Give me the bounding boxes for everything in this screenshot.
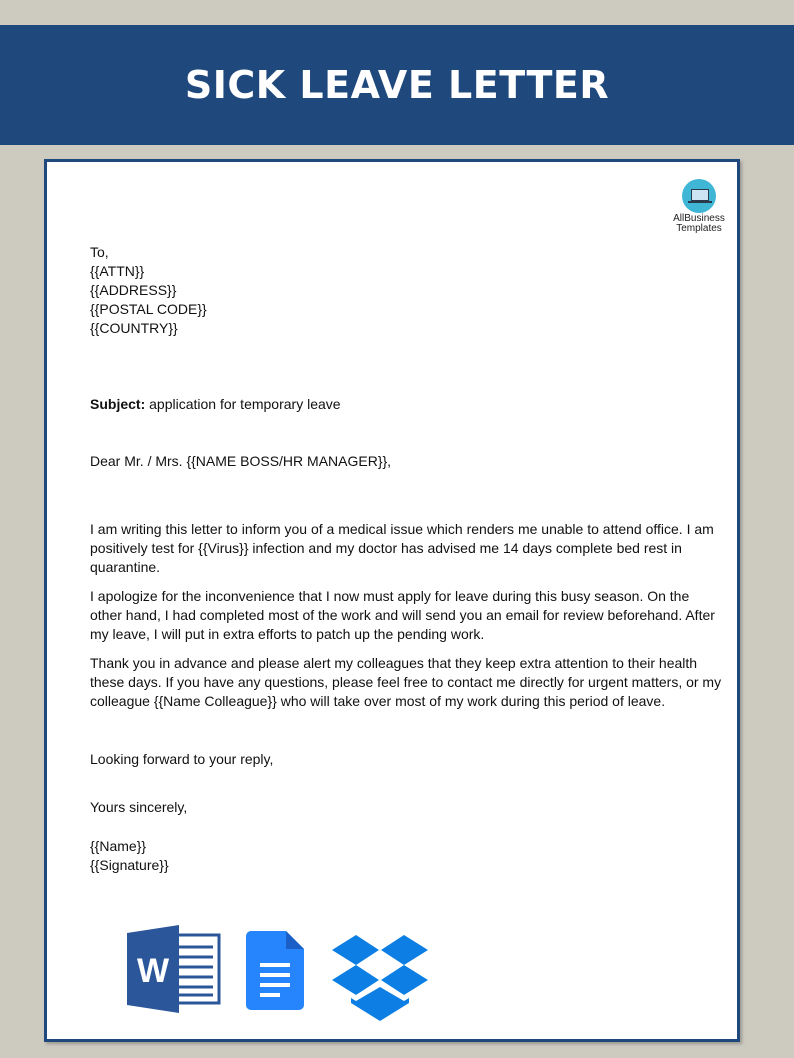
signature-placeholder: {{Signature}} — [90, 857, 169, 873]
dropbox-icon[interactable] — [332, 933, 428, 1021]
address-line: {{POSTAL CODE}} — [90, 301, 207, 317]
body-paragraph: Thank you in advance and please alert my colleagues that they keep extra attention to their health these days. If you have any questions, please feel free to contact me directly for urgent matters, or my colleague {{Name Colleague}} who will take over most of my work during this period of leave. — [90, 655, 722, 709]
address-line: {{ATTN}} — [90, 263, 145, 279]
subject-label: Subject: — [90, 396, 146, 412]
signoff: Yours sincerely, — [90, 799, 188, 815]
logo-line2: Templates — [676, 223, 722, 234]
body-paragraph: I am writing this letter to inform you of a medical issue which renders me unable to attend office. I am positively test for {{Virus}} infection and my doctor has advised me 14 days complete bed rest in quarantine. — [90, 521, 714, 575]
allbusiness-logo — [669, 179, 729, 234]
word-icon[interactable] — [127, 925, 221, 1013]
letter-page — [44, 159, 740, 1042]
subject-text: application for temporary leave — [145, 396, 341, 412]
google-docs-icon[interactable] — [246, 931, 304, 1011]
subject-line — [90, 395, 725, 414]
recipient-address — [90, 243, 725, 338]
signature-name: {{Name}} — [90, 838, 147, 854]
letter-body — [90, 520, 725, 721]
address-line: To, — [90, 244, 109, 260]
svg-text:W: W — [136, 952, 170, 990]
signature-block — [90, 837, 725, 875]
address-line: {{ADDRESS}} — [90, 282, 177, 298]
closing-line: Looking forward to your reply, — [90, 751, 274, 767]
body-paragraph: I apologize for the inconvenience that I now must apply for leave during this busy season. On the other hand, I had completed most of the work and will send you an email for review beforehand. After my leave, I will put in extra efforts to patch up the pending work. — [90, 588, 715, 642]
title-banner — [0, 25, 794, 145]
salutation: Dear Mr. / Mrs. {{NAME BOSS/HR MANAGER}}, — [90, 453, 392, 469]
page-title: SICK LEAVE LETTER — [184, 63, 610, 107]
logo-line1: AllBusiness — [673, 213, 725, 224]
address-line: {{COUNTRY}} — [90, 320, 178, 336]
laptop-icon — [682, 179, 716, 213]
